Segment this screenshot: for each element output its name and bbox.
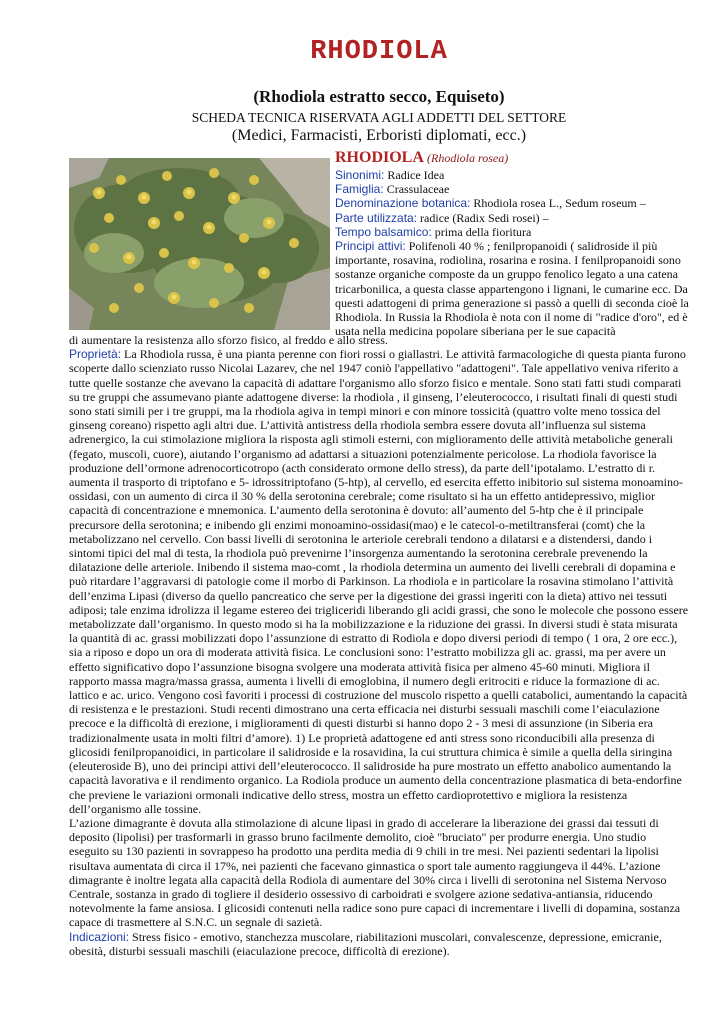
proprieta-text: La Rhodiola russa, è una pianta perenne con fiori rossi o giallastri. Le attività farmacologiche di questa pianta furono scoperte dallo scienziato russo Nicolai Lazarev, che nel 1947 coniò l'appellativo "adattogeni". Tale appellativo veniva riferito a tutte quelle sostanze che avevano la capacità di adattare l'organismo allo sforzo fisico e mentale. Sono stati fatti studi comparati su tre gruppi che assumevano piante adattogene diverse: la rhodiola , il ginseng, l’eleuterococco, i risultati finali di questi studi sono stati simili per i tre gruppi, ma la rhodiola agiva in tempi minori e con minore tossicità (quattro volte meno tossica del ginseng coreano) rispetto agli altri due. L’attività antistress della rhodiola sembra essere dovuta all’influenza sul sistema adrenergico, la cui stimolazione migliora la risposta agli stimoli esterni, con miglioramento delle attività metaboliche generali (fegato, muscoli, cuore), aiutando l’organismo ad adattarsi a situazioni potenzialmente pericolose. La rhodiola favorisce la produzione dell’ormone adrenocorticotropo (acth considerato ormone dello stress), da parte dell’ipotalamo. L’estratto di r. aumenta il trasporto di triptofano e 5- idrossitriptofano (5-htp), al cervello, ed esercita effetto inibitorio sul sistema monoamino-ossidasi, con un aumento di circa il 30 % della serotonina cerebrale; come risultato si ha un effetto antidepressivo, miglior capacità di concentrazione e mnemonica. L’aumento della serotonina è dovuto: all’aumento del 5-htp che è il principale precursore della serotonina; e inibendo gli enzimi monoamino-ossidasi(mao) e le catecol-o-metiltransferai (comt) che la metabolizzano nel cervello. Con bassi livelli di serotonina le arteriole cerebrali tendono a dilatarsi e a distendersi, dando i sintomi tipici del mal di testa, la rhodiola può prevenirne l’insorgenza aumentando la serotonina cerebrale prevenendo la dilatazione delle arteriole. Inibendo il sistema mao-comt , la rhodiola determina un aumento dei livelli cerebrali di dopamina e può ritardare l’aggravarsi di patologie come il morbo di Parkinson. La rhodiola e in particolare la rosavina stimolano l’attività dell’enzima Lipasi (diverso da quello pancreatico che serve per la digestione dei grassi ingeriti con la dieta) attivo nei tessuti adiposi; tale enzima idrolizza il legame estereo dei trigliceridi liberando gli acidi grassi, che sono le molecole che possono essere metabolizzate dall’organismo. In questo modo si ha la mobilizzazione e la riduzione dei grassi. In diversi studi è stata misurata la quantità di ac. grassi mobilizzati dopo l’assunzione di estratto di Rodiola e dopo diversi periodi di tempo ( 1 ora, 2 ore ecc.), sia a riposo e dopo un ora di moderata attività fisica. Le conclusioni sono: l’estratto mobilizza gli ac. grassi, ma per avere un effetto significativo dopo l’assunzione bisogna svolgere una moderata attività fisica per almeno 45-60 minuti. Migliora il rapporto massa magra/massa grassa, aumenta i livelli di emoglobina, il numero degli eritrociti e riduce la formazione di ac. lattico e ac. urico. Vengono così favoriti i processi di costruzione del muscolo rispetto a quelli catabolici, aumentando la capacità di resistenza e le prestazioni. Studi recenti dimostrano una certa efficacia nei disturbi sessuali maschili come l’eiaculazione precoce e la difficoltà di erezione, i miglioramenti di questi disturbi si hanno dopo 2 - 3 mesi di assunzione (in Siberia era tradizionalmente usata in molti filtri d’amore). 1) Le proprietà adattogene ed anti stress sono riconducibili alla presenza di glicosidi fenilpropanoidici, in particolare il salidroside e la rosavidina, la cui struttura chimica è simile a quella della siringina (eleuteroside B), uno dei principi attivi dell’eleuterococco. Il salidroside ha pure mostrato un effetto anabolico aumentando la capacità lavorativa e il rendimento organico. La Rodiola produce un aumento della concentrazione plasmatica di beta-endorfine che previene le variazioni ormonali indicative dello stress, mostra un effetto cardioprotettivo e migliora la resistenza dell’organismo alle tossine. [69, 347, 689, 816]
proprieta-label: Proprietà: [69, 347, 122, 362]
indicazioni-paragraph [69, 930, 689, 958]
parte-value: radice (Radix Sedi rosei) – [420, 210, 549, 225]
document-subtitle: (Rhodiola estratto secco, Equiseto) [253, 87, 505, 106]
parte-label: Parte utilizzata: [335, 210, 418, 225]
tempo-row [335, 225, 689, 239]
famiglia-label: Famiglia: [335, 182, 384, 197]
principi-label: Principi attivi: [335, 239, 406, 254]
principi-value: Polifenoli 40 % ; fenilpropanoidi ( salidroside il più importante, rosavina, rodiolina, rosarina e rosina. I fenilpropanoidi sono sostanze organiche composte da un gruppo fenolico legato a una catena tricarbonilica, a questa classe appartengono i lignani, le cumarine ecc. Da questi adattogeni di prima generazione si passò a quelli di seconda cioè la Rhodiola. In Russia la Rhodiola è nota con il nome di "radice d'oro", ed è usata nella medicina popolare siberiana per le sue capacità [335, 239, 689, 339]
document-body [69, 333, 689, 958]
plant-name: RHODIOLA [335, 149, 424, 166]
document-title: RHODIOLA [310, 37, 448, 67]
sinonimi-label: Sinonimi: [335, 168, 385, 182]
rhodiola-plant-photo [69, 158, 330, 330]
denominazione-row [335, 196, 689, 210]
tempo-value: prima della fioritura [434, 224, 532, 239]
dimagrante-paragraph: L’azione dimagrante è dovuta alla stimolazione di alcune lipasi in grado di accelerare la liberazione dei grassi dai tessuti di deposito (lipolisi) per trasformarli in grasso bruno facilmente demolito, cioè "bruciato" per produrre energia. Uno studio eseguito su 130 pazienti in sovrappeso ha prodotto una perdita media di 9 chili in tre mesi. Nei pazienti sedentari la lipolisi risultava aumentata di circa il 17%, nei pazienti che facevano ginnastica o sport tale aumento raggiungeva il 44%. L’azione dimagrante è inoltre legata alla capacità della Rodiola di aumentare del 30% circa i livelli di serotonina nel Sistema Nervoso Centrale, sostanza in grado di togliere il desiderio ossessivo di carboidrati e svolgere azione sedativa-antiansia, riducendo notevolmente la fame ansiosa. I glicosidi contenuti nella radice sono pure capaci di incrementare i livelli di dopamina, sostanza capace di trasmettere al S.N.C. un segnale di sazietà. [69, 815, 681, 930]
sinonimi-value: Radice Idea [387, 168, 445, 182]
indicazioni-text: Stress fisico - emotivo, stanchezza muscolare, riabilitazioni muscolari, convalescenze, depressione, emicranie, obesità, disturbi sessuali maschili (eiaculazione precoce, difficoltà di erezione). [69, 929, 662, 958]
denominazione-label: Denominazione botanica: [335, 196, 471, 211]
denominazione-value: Rhodiola rosea L., Sedum roseum – [473, 196, 646, 211]
parte-row [335, 211, 689, 225]
proprieta-paragraph [69, 347, 689, 816]
continuation-paragraph: di aumentare la resistenza allo sforzo fisico, al freddo e allo stress. [69, 333, 388, 347]
famiglia-row [335, 182, 689, 196]
audience-line: (Medici, Farmacisti, Erboristi diplomati, ecc.) [231, 127, 527, 144]
indicazioni-label: Indicazioni: [69, 929, 130, 944]
scheda-heading: SCHEDA TECNICA RISERVATA AGLI ADDETTI DEL SETTORE [191, 110, 567, 125]
plant-latin-name: (Rhodiola rosea) [427, 151, 509, 165]
tempo-label: Tempo balsamico: [335, 224, 432, 239]
principi-row [335, 239, 689, 338]
famiglia-value: Crassulaceae [386, 182, 450, 197]
plant-info-panel [335, 148, 689, 338]
plant-heading [335, 148, 689, 168]
sinonimi-row [335, 168, 689, 182]
